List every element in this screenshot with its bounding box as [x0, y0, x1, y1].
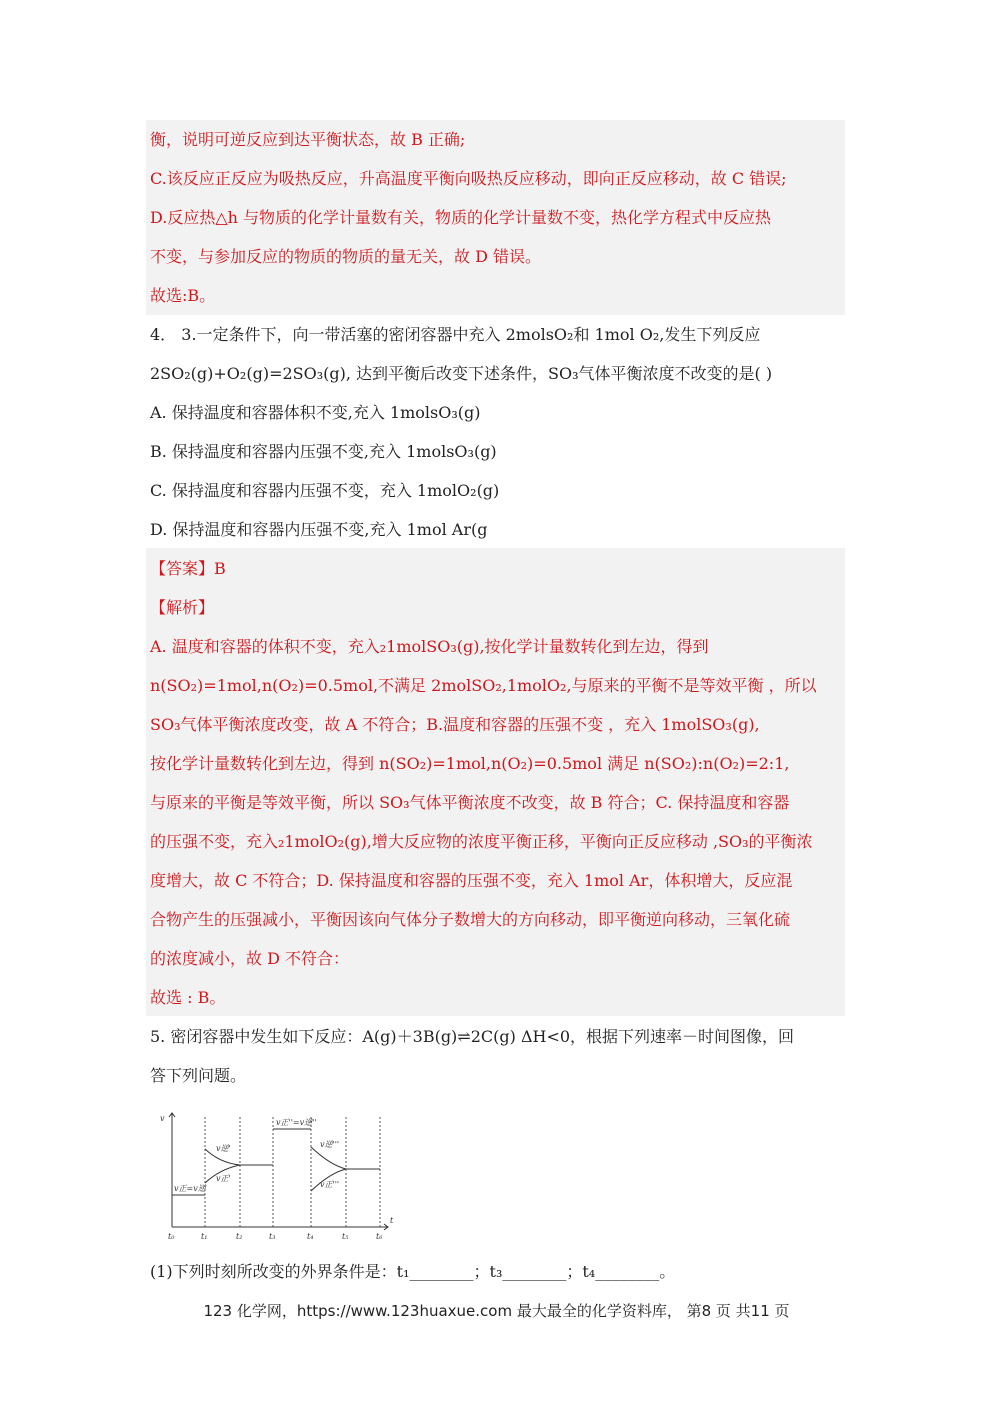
tick-t1: t₁ — [201, 1232, 208, 1241]
text-line: 不变，与参加反应的物质的物质的量无关，故 D 错误。 — [150, 247, 542, 266]
analysis-line: 故选 : B。 — [150, 988, 226, 1007]
reverse-rate-curve-3 — [311, 1147, 346, 1169]
option-c: C. 保持温度和容器内压强不变，充入 1molO₂(g) — [150, 481, 500, 500]
option-b: B. 保持温度和容器内压强不变,充入 1molsO₃(g) — [150, 442, 497, 461]
text-line: 故选:B。 — [150, 286, 216, 305]
text-line: D.反应热△h 与物质的化学计量数有关，物质的化学计量数不变，热化学方程式中反应热 — [150, 208, 772, 227]
question-4-stem: 4． 3.一定条件下，向一带活塞的密闭容器中充入 2molsO₂和 1mol O₂,发生下列反应 — [150, 325, 761, 344]
option-d: D. 保持温度和容器内压强不变,充入 1mol Ar(g — [150, 520, 488, 539]
option-a: A. 保持温度和容器体积不变,充入 1molsO₃(g) — [150, 403, 481, 422]
tick-t3: t₃ — [269, 1232, 276, 1241]
label-rev3: v逆''' — [320, 1140, 340, 1149]
analysis-line: 的压强不变，充入₂1molO₂(g),增大反应物的浓度平衡正移，平衡向正反应移动 ,SO₃的平衡浓 — [150, 832, 813, 851]
answer-label: 【答案】B — [150, 559, 226, 578]
y-axis-label: v — [160, 1114, 165, 1123]
analysis-title: 【解析】 — [150, 598, 215, 617]
analysis-line: 按化学计量数转化到左边，得到 n(SO₂)=1mol,n(O₂)=0.5mol 满足 n(SO₂):n(O₂)=2:1, — [150, 754, 790, 773]
analysis-line: 合物产生的压强减小，平衡因该向气体分子数增大的方向移动，即平衡逆向移动，三氧化硫 — [150, 910, 791, 929]
analysis-line: n(SO₂)=1mol,n(O₂)=0.5mol,不满足 2molSO₂,1molO₂,与原来的平衡不是等效平衡 ，所以 — [150, 676, 817, 695]
rate-time-graph — [150, 1107, 395, 1242]
label-fwd1: v正' — [216, 1174, 231, 1183]
label-rev1: v逆' — [216, 1144, 231, 1153]
page-footer: 123 化学网，https://www.123huaxue.com 最大最全的化学资料库， 第8 页 共11 页 — [203, 1302, 790, 1320]
question-5-stem: 答下列问题。 — [150, 1066, 247, 1085]
tick-t6: t₆ — [376, 1232, 383, 1241]
tick-t2: t₂ — [236, 1232, 243, 1241]
question-5-stem: 5. 密闭容器中发生如下反应：A(g)＋3B(g)⇌2C(g) ΔH<0，根据下列速率－时间图像，回 — [150, 1027, 795, 1046]
x-axis-label: t — [390, 1216, 394, 1225]
analysis-line: 度增大，故 C 不符合；D. 保持温度和容器的压强不变，充入 1mol Ar，体积增大，反应混 — [150, 871, 793, 890]
analysis-line: SO₃气体平衡浓度改变，故 A 不符合；B.温度和容器的压强不变 ，充入 1molSO₃(g), — [150, 715, 760, 734]
answer-shade-q4 — [146, 548, 845, 1016]
tick-t5: t₅ — [342, 1232, 349, 1241]
text-line: C.该反应正反应为吸热反应，升高温度平衡向吸热反应移动，即向正反应移动，故 C 错误; — [150, 169, 787, 188]
question-4-stem: 2SO₂(g)+O₂(g)=2SO₃(g), 达到平衡后改变下述条件，SO₃气体平衡浓度不改变的是( ) — [150, 364, 773, 383]
analysis-line: 的浓度减小，故 D 不符合： — [150, 949, 350, 968]
label-eq2: v正''=v逆'' — [276, 1118, 317, 1127]
label-eq0: v正=v逆 — [174, 1184, 206, 1193]
text-line: 衡，说明可逆反应到达平衡状态，故 B 正确; — [150, 130, 466, 149]
tick-t4: t₄ — [307, 1232, 314, 1241]
tick-t0: t₀ — [168, 1232, 175, 1241]
analysis-line: A. 温度和容器的体积不变，充入₂1molSO₃(g),按化学计量数转化到左边，得到 — [150, 637, 709, 656]
label-fwd3: v正''' — [320, 1180, 340, 1189]
analysis-line: 与原来的平衡是等效平衡，所以 SO₃气体平衡浓度不改变，故 B 符合；C. 保持温度和容器 — [150, 793, 790, 812]
question-5-sub1: (1)下列时刻所改变的外界条件是：t₁________；t₃________；t₄________。 — [150, 1262, 676, 1281]
